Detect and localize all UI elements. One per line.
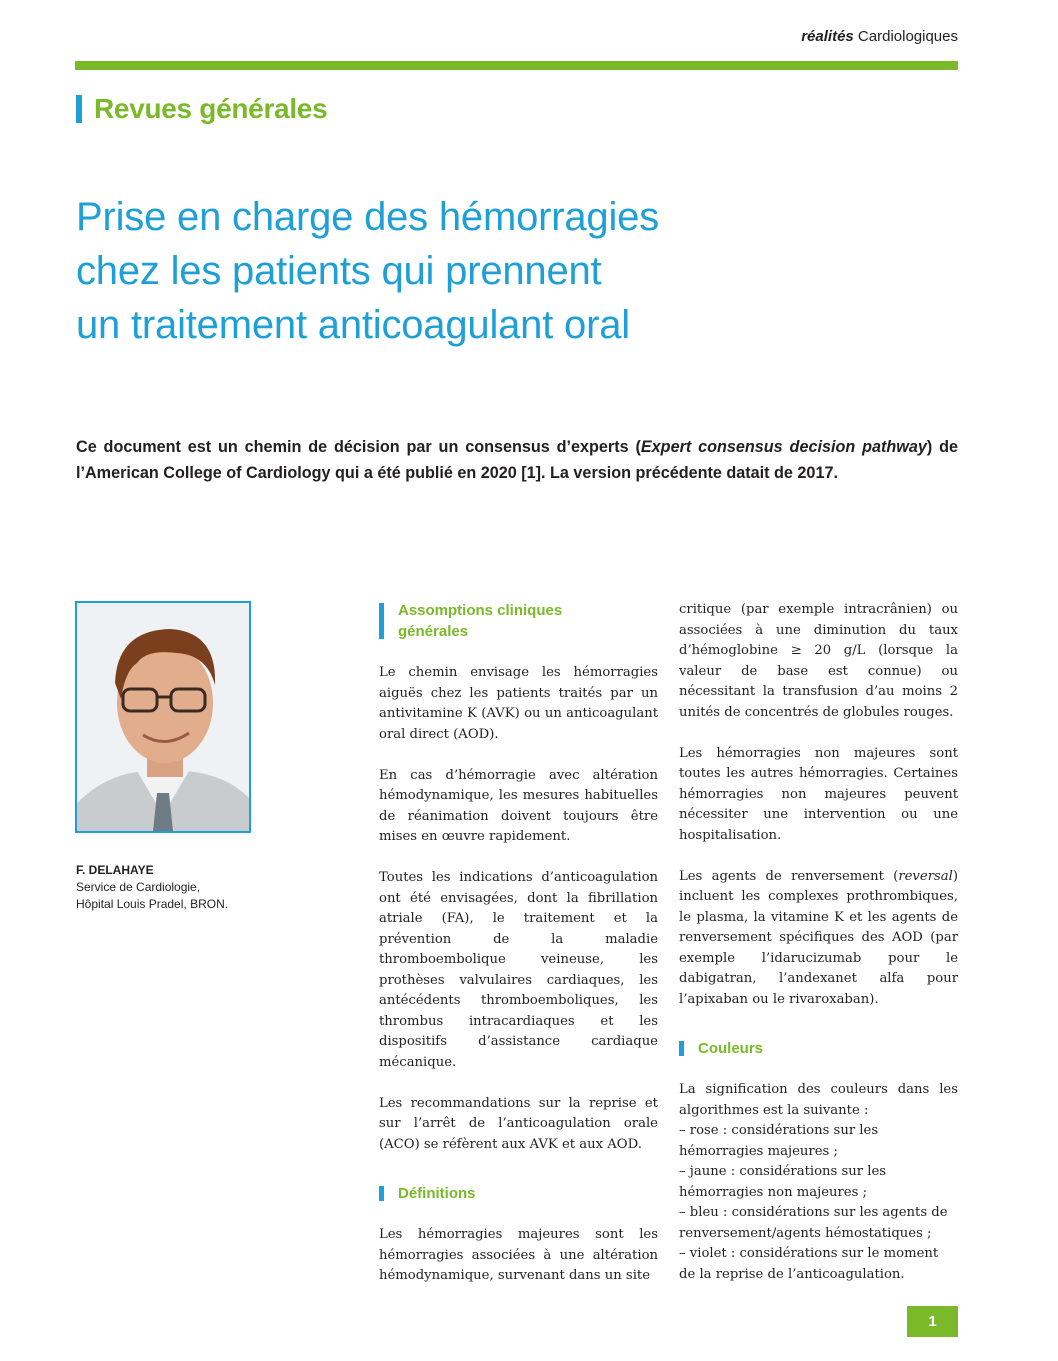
top-rule — [75, 61, 958, 70]
col2-paragraph-1: critique (par exemple intracrânien) ou associées à une diminution du taux d’hémoglobine ≥ 20 g/L (lorsque la valeur de base est connue) ou nécessitant la transfusion d’au moins 2 unités de concentrés de globules rouges. — [679, 602, 958, 720]
section-header — [76, 93, 327, 125]
title-line-2: chez les patients qui prennent — [76, 249, 602, 293]
col2-paragraph-2: Les hémorragies non majeures sont toutes les autres hémorragies. Certaines hémorragies non majeures peuvent nécessiter une intervention ou une hospitalisation. — [679, 745, 958, 843]
subheading-assomptions-text: Assomptions cliniques générales — [398, 602, 563, 640]
color-list-item: – jaune : considérations sur les hémorragies non majeures ; — [679, 1164, 887, 1200]
column-1 — [379, 600, 658, 1307]
subheading-assomptions — [379, 600, 658, 642]
subheading-marker — [379, 603, 384, 639]
author-photo — [75, 601, 251, 833]
journal-name — [801, 28, 958, 45]
section-marker — [76, 95, 82, 123]
section-title: Revues générales — [94, 93, 328, 124]
color-list-item: – violet : considérations sur le moment de la reprise de l’anticoagulation. — [679, 1246, 939, 1282]
column-2 — [679, 600, 958, 1285]
page-number: 1 — [907, 1306, 958, 1337]
col2-paragraph-3 — [679, 867, 958, 1011]
author-affiliation-1: Service de Cardiologie, — [76, 880, 201, 894]
color-list-item: – bleu : considérations sur les agents de renversement/agents hémostatiques ; — [679, 1205, 948, 1241]
col2-p3-part-1: Les agents de renversement ( — [679, 868, 899, 884]
subheading-marker — [379, 1186, 384, 1201]
subheading-couleurs — [679, 1038, 958, 1059]
author-portrait-image — [77, 603, 249, 831]
title-line-1: Prise en charge des hémorragies — [76, 195, 659, 239]
subheading-definitions — [379, 1183, 658, 1204]
col1-paragraph-2: En cas d’hémorragie avec altération hémodynamique, les mesures habituelles de réanimation doivent toujours être mises en œuvre rapidement. — [379, 767, 658, 844]
journal-name-bold: réalités — [801, 28, 854, 45]
col1-paragraph-3: Toutes les indications d’anticoagulation ont été envisagées, dont la fibrillation atriale (FA), le traitement et la prévention de la maladie thromboembolique veineuse, les prothèses valvulaires cardiaques, les antécédents thromboemboliques, les thrombus intracardiaques et les dispositifs d’assistance cardiaque mécanique. — [379, 870, 658, 1070]
author-name: F. DELAHAYE — [76, 863, 154, 877]
intro-italic: Expert consensus decision pathway — [640, 438, 927, 456]
intro-paragraph — [76, 434, 958, 486]
article-title — [76, 190, 896, 352]
subheading-marker — [679, 1041, 684, 1056]
col2-paragraph-4: La signification des couleurs dans les algorithmes est la suivante : — [679, 1082, 958, 1118]
title-line-3: un traitement anticoagulant oral — [76, 303, 630, 347]
author-info — [76, 862, 276, 913]
intro-part-1: Ce document est un chemin de décision par un consensus d’experts ( — [76, 438, 641, 456]
subheading-definitions-text: Définitions — [398, 1185, 476, 1202]
color-list-item: – rose : considérations sur les hémorragies majeures ; — [679, 1123, 879, 1159]
col2-p3-italic: reversal — [898, 868, 953, 884]
col2-p3-part-2: ) incluent les complexes prothrombiques, le plasma, la vitamine K et les agents de renversement spécifiques des AOD (par exemple l’idarucizumab pour le dabigatran, l’andexanet alfa pour l’apixaban ou le rivaroxaban). — [679, 868, 958, 1007]
col1-paragraph-1: Le chemin envisage les hémorragies aiguës chez les patients traités par un antivitamine K (AVK) ou un anticoagulant oral direct (AOD). — [379, 665, 658, 742]
col1-paragraph-5: Les hémorragies majeures sont les hémorragies associées à une altération hémodynamique, survenant dans un site — [379, 1227, 658, 1283]
author-affiliation-2: Hôpital Louis Pradel, BRON. — [76, 897, 229, 911]
subheading-couleurs-text: Couleurs — [698, 1040, 764, 1057]
journal-name-rest: Cardiologiques — [853, 28, 958, 45]
col1-paragraph-4: Les recommandations sur la reprise et sur l’arrêt de l’anticoagulation orale (ACO) se réfèrent aux AVK et aux AOD. — [379, 1095, 658, 1152]
intro-part-2: ) de l’American College of Cardiology qui a été publié en 2020 [1]. La version précédente datait de 2017. — [76, 438, 959, 482]
